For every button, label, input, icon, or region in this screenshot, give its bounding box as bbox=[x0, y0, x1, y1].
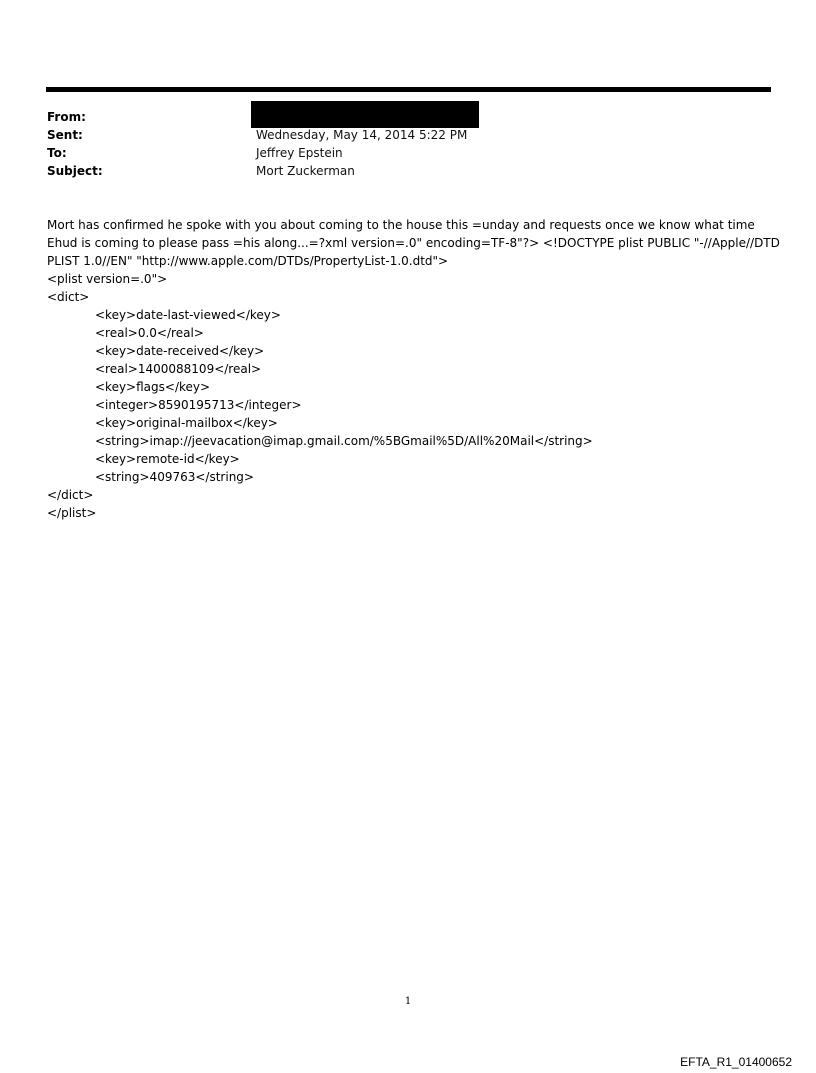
plist-close-line: </plist> bbox=[47, 506, 97, 520]
xml-line: <key>remote-id</key> bbox=[95, 452, 240, 466]
subject-label: Subject: bbox=[47, 164, 103, 178]
from-label: From: bbox=[47, 110, 86, 124]
redaction-box bbox=[251, 101, 479, 128]
subject-value: Mort Zuckerman bbox=[256, 164, 355, 178]
dict-close-line: </dict> bbox=[47, 488, 94, 502]
xml-line: <key>date-last-viewed</key> bbox=[95, 308, 281, 322]
xml-line: <integer>8590195713</integer> bbox=[95, 398, 302, 412]
body-paragraph: Mort has confirmed he spoke with you about coming to the house this =unday and requests once we know what time Ehud is coming to please pass =his along...=?xml version=.0" encoding=TF-8"?> <!DOCTYPE plist PUBLIC "-//Apple//DTD PLIST 1.0//EN" "http://www.apple.com/DTDs/PropertyList-1.0.dtd"> bbox=[47, 218, 780, 268]
email-body bbox=[47, 216, 782, 522]
xml-line: <real>1400088109</real> bbox=[95, 362, 262, 376]
subject-row bbox=[47, 162, 467, 180]
page-number: 1 bbox=[404, 996, 412, 1007]
dict-open-line: <dict> bbox=[47, 290, 90, 304]
top-divider bbox=[46, 87, 771, 92]
document-id: EFTA_R1_01400652 bbox=[680, 1055, 792, 1069]
xml-line: <key>flags</key> bbox=[95, 380, 211, 394]
to-row bbox=[47, 144, 467, 162]
sent-label: Sent: bbox=[47, 128, 83, 142]
to-label: To: bbox=[47, 146, 67, 160]
xml-line: <real>0.0</real> bbox=[95, 326, 204, 340]
xml-line: <string>imap://jeevacation@imap.gmail.com/%5BGmail%5D/All%20Mail</string> bbox=[95, 434, 593, 448]
plist-open-line: <plist version=.0"> bbox=[47, 272, 168, 286]
xml-line: <key>date-received</key> bbox=[95, 344, 265, 358]
to-value: Jeffrey Epstein bbox=[256, 146, 343, 160]
sent-value: Wednesday, May 14, 2014 5:22 PM bbox=[256, 128, 468, 142]
xml-line: <key>original-mailbox</key> bbox=[95, 416, 278, 430]
sent-row bbox=[47, 126, 467, 144]
xml-line: <string>409763</string> bbox=[95, 470, 254, 484]
